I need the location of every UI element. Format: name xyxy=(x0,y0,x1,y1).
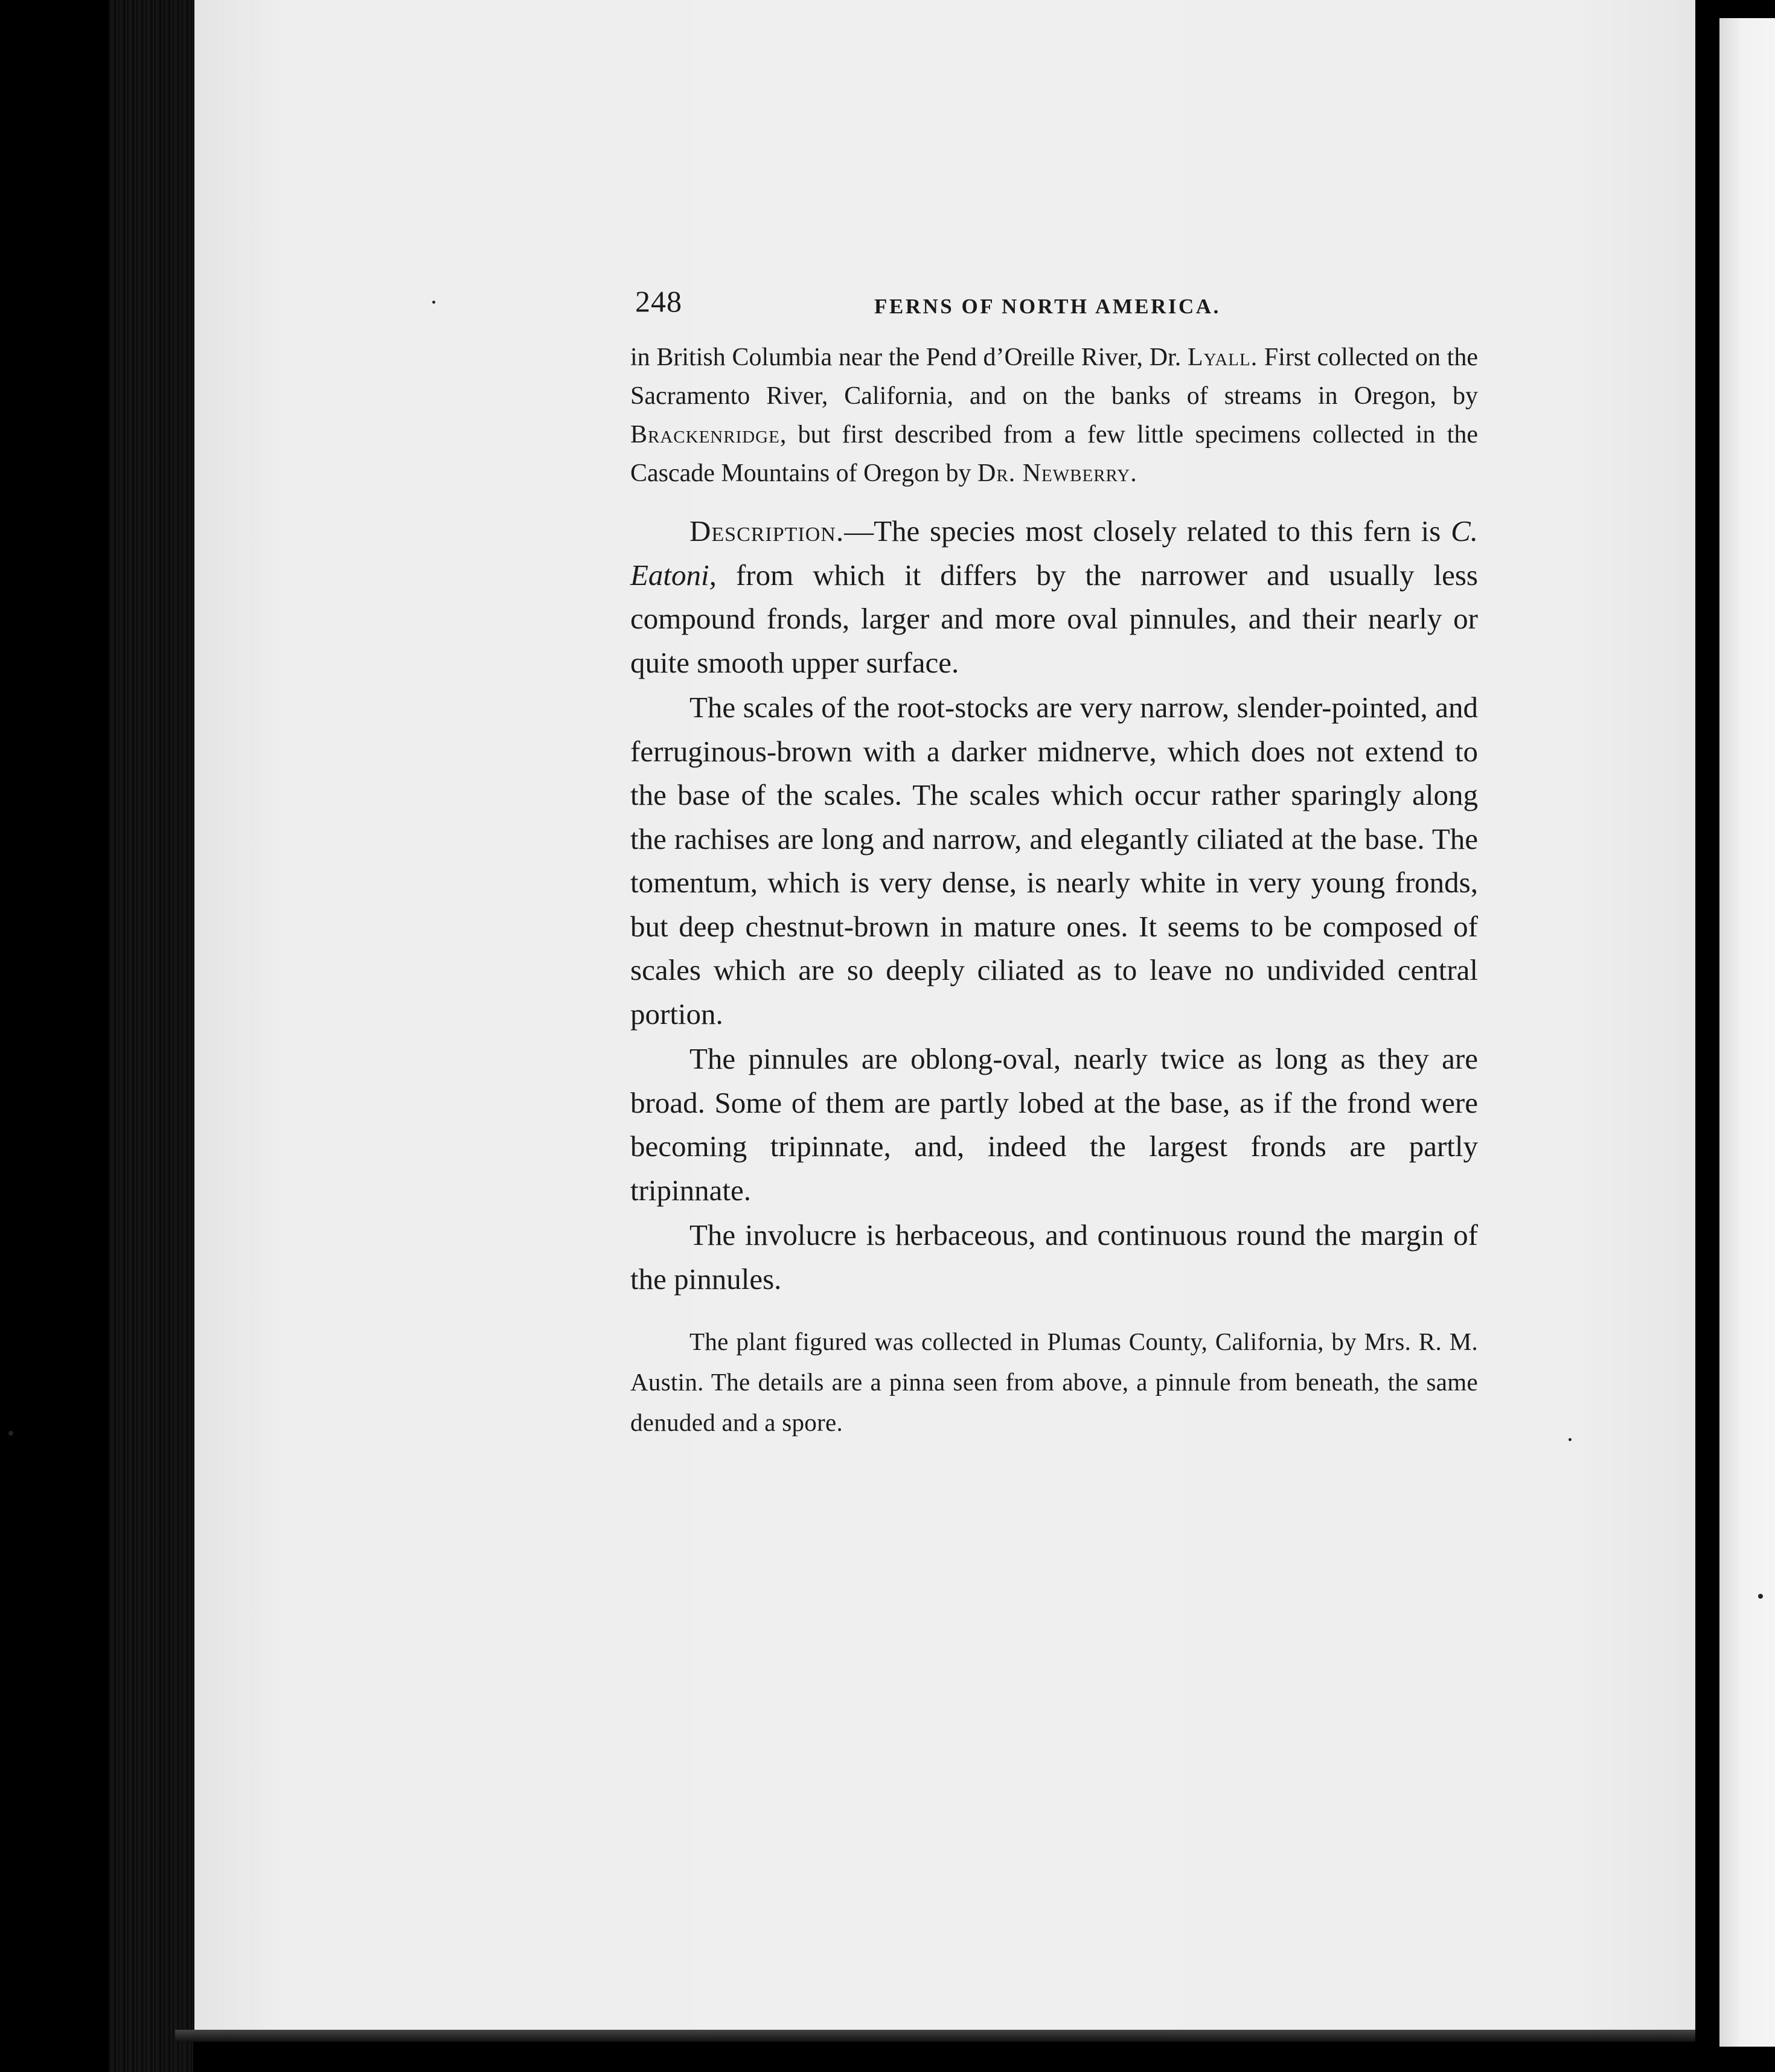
scan-speck xyxy=(1569,1438,1572,1441)
pinnules-paragraph: The pinnules are oblong-oval, nearly twice as long as they are broad. Some of them are partly lobed at the base, as if the frond were becoming tripinnate, and, indeed the largest fronds are partly tripinnate. xyxy=(630,1042,1478,1207)
page-number: 248 xyxy=(635,284,682,318)
author-lyall: Lyall. xyxy=(1187,344,1258,371)
page-header xyxy=(635,284,1480,326)
intro-paragraph xyxy=(630,338,1478,493)
description-text: —The species most closely related to this fern is xyxy=(844,514,1451,548)
plate-caption: The plant figured was collected in Plumas County, California, by Mrs. R. M. Austin. The details are a pinna seen from above, a pinnule from beneath, the same denuded and a spore. xyxy=(630,1328,1478,1436)
running-head: FERNS OF NORTH AMERICA. xyxy=(874,295,1221,318)
facing-page-edge xyxy=(1719,18,1775,2047)
species-name: C. Eatoni, xyxy=(630,514,1478,592)
page-body xyxy=(630,338,1478,1443)
description-heading: Description. xyxy=(689,514,845,548)
author-brackenridge: Brackenridge xyxy=(630,421,780,449)
scan-speck xyxy=(1758,1594,1763,1599)
description-text: from which it differs by the narrower and usually less compound fronds, larger and more oval pinnules, and their nearly or quite smooth upper surface. xyxy=(630,558,1478,679)
author-newberry: Dr. Newberry. xyxy=(977,459,1137,487)
scan-gutter xyxy=(1695,0,1719,2072)
scales-paragraph: The scales of the root-stocks are very narrow, slender-pointed, and ferruginous-brown with a darker midnerve, which does not extend to the base of the scales. The scales which occur rather sparingly along the rachises are long and narrow, and elegantly ciliated at the base. The tomentum, which is very dense, is nearly white in very young fronds, but deep chestnut-brown in mature ones. It seems to be composed of scales which are so deeply ciliated as to leave no undivided central portion. xyxy=(630,691,1478,1031)
intro-text: in British Columbia near the Pend d’Oreille River, Dr. xyxy=(630,344,1188,371)
page-bottom-edge xyxy=(175,2030,1709,2042)
scan-speck xyxy=(8,1431,13,1436)
involucre-paragraph: The involucre is herbaceous, and continuous round the margin of the pinnules. xyxy=(630,1218,1478,1296)
scan-speck xyxy=(432,301,435,304)
intro-text: First collected on the Sacramento River, California, and on the banks of streams in Oregon, by xyxy=(630,344,1478,410)
intro-text: , but first described from a few little specimens collected in the Cascade Mountains of Oregon by xyxy=(630,421,1478,487)
description-paragraph xyxy=(630,510,1478,685)
book-page-edges xyxy=(109,0,193,2072)
